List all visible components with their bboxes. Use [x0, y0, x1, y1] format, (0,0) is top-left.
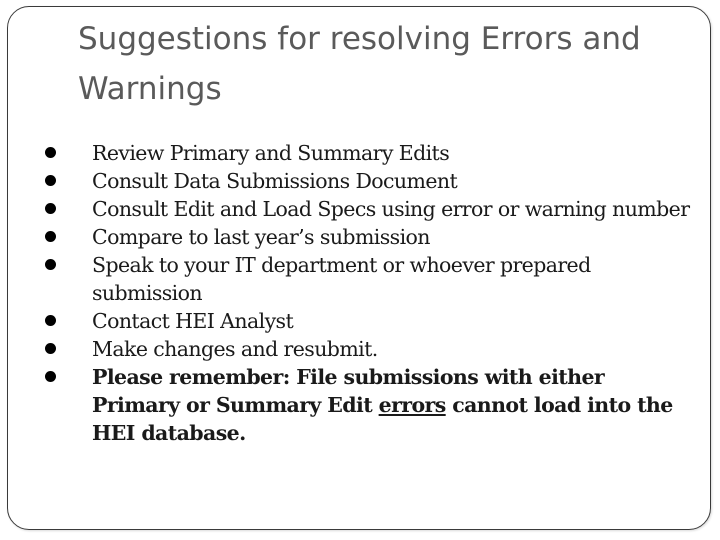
- bullet-dot-icon: [45, 203, 56, 214]
- bullet-text: Review Primary and Summary Edits: [92, 141, 450, 165]
- bullet-text: Contact HEI Analyst: [92, 309, 294, 333]
- bullet-item: [0, 307, 700, 335]
- bullet-text: Compare to last year’s submission: [92, 225, 430, 249]
- bullet-dot-icon: [45, 315, 56, 326]
- bullet-item: [0, 195, 700, 223]
- bullet-dot-icon: [45, 259, 56, 270]
- bullet-text: Consult Edit and Load Specs using error or warning number: [92, 197, 690, 221]
- bullet-dot-icon: [45, 371, 56, 382]
- reminder-underlined-word: errors: [378, 393, 446, 417]
- bullet-list: [0, 139, 700, 447]
- slide-title: Suggestions for resolving Errors and Warnings: [78, 21, 641, 107]
- bullet-item: [0, 139, 700, 167]
- bullet-item: [0, 335, 700, 363]
- bullet-item-reminder: [0, 363, 700, 447]
- bullet-dot-icon: [45, 147, 56, 158]
- bullet-item: [0, 167, 700, 195]
- bullet-item: [0, 251, 700, 307]
- bullet-text: Make changes and resubmit.: [92, 337, 378, 361]
- bullet-dot-icon: [45, 175, 56, 186]
- bullet-dot-icon: [45, 343, 56, 354]
- bullet-item: [0, 223, 700, 251]
- reminder-text-start: Please remember: File submissions with either Primary or Summary Edit: [92, 365, 605, 417]
- bullet-dot-icon: [45, 231, 56, 242]
- reminder-text-end: cannot load into the HEI database.: [92, 393, 673, 445]
- bullet-text: Speak to your IT department or whoever prepared submission: [92, 253, 591, 305]
- bullet-text: Consult Data Submissions Document: [92, 169, 458, 193]
